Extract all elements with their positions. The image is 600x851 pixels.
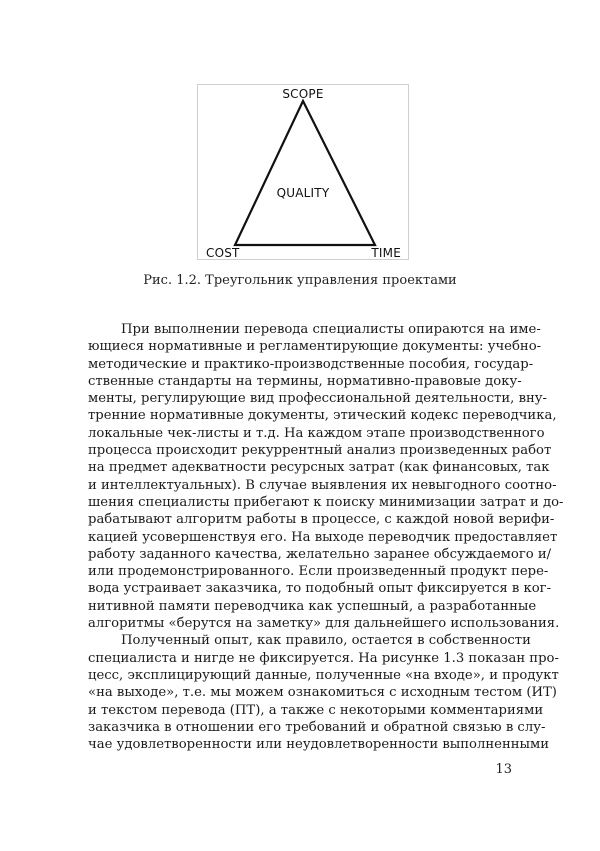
figure-caption: Рис. 1.2. Треугольник управления проектами [143, 273, 457, 288]
text-line: алгоритмы «берутся на заметку» для дальнейшего использования. [88, 616, 560, 632]
label-quality: QUALITY [276, 186, 330, 200]
text-line: ственные стандарты на термины, нормативно-правовые доку- [88, 373, 522, 389]
text-line: и интеллектуальных). В случае выявления их невыгодного соотно- [88, 477, 557, 493]
text-line: процесса происходит рекуррентный анализ произведенных работ [88, 443, 552, 459]
text-line: локальные чек-листы и т.д. На каждом этапе производственного [88, 425, 545, 441]
text-line: на предмет адекватности ресурсных затрат (как финансовых, так [88, 460, 550, 476]
text-line: ющиеся нормативные и регламентирующие документы: учебно- [88, 339, 542, 355]
text-line: кацией усовершенствуя его. На выходе переводчик предоставляет [88, 529, 558, 545]
text-line: и текстом перевода (ПТ), а также с некоторыми комментариями [88, 702, 544, 718]
text-line: чае удовлетворенности или неудовлетворенности выполненными [88, 737, 550, 753]
text-line: шения специалисты прибегают к поиску минимизации затрат и до- [88, 494, 564, 510]
text-line: менты, регулирующие вид профессиональной деятельности, вну- [88, 391, 547, 407]
text-line: Полученный опыт, как правило, остается в собственности [121, 633, 531, 649]
body-paragraphs [88, 321, 564, 753]
page-number: 13 [495, 762, 512, 777]
label-time: TIME [371, 246, 401, 259]
text-line: цесс, эксплицирующий данные, полученные «на входе», и продукт [88, 667, 559, 683]
project-triangle-figure [197, 84, 409, 260]
text-line: тренние нормативные документы, этический кодекс переводчика, [88, 408, 557, 424]
triangle-shape [235, 101, 375, 245]
text-line: нитивной памяти переводчика как успешный, а разработанные [88, 598, 537, 614]
text-line: или продемонстрированного. Если произведенный продукт пере- [88, 564, 549, 580]
text-line: работу заданного качества, желательно заранее обсуждаемого и/ [88, 546, 552, 562]
label-cost: COST [206, 246, 240, 259]
text-line: заказчика в отношении его требований и обратной связью в слу- [88, 719, 546, 735]
text-line: методические и практико-производственные пособия, государ- [88, 356, 534, 372]
text-line: рабатывают алгоритм работы в процессе, с каждой новой верифи- [88, 512, 555, 528]
text-line: специалиста и нигде не фиксируется. На рисунке 1.3 показан про- [88, 650, 559, 666]
label-scope: SCOPE [282, 87, 324, 101]
text-line: При выполнении перевода специалисты опираются на име- [121, 322, 541, 337]
text-line: вода устраивает заказчика, то подобный опыт фиксируется в ког- [88, 581, 552, 597]
text-line: «на выходе», т.е. мы можем ознакомиться с исходным тестом (ИТ) [88, 685, 557, 701]
project-triangle-diagram [198, 85, 408, 259]
